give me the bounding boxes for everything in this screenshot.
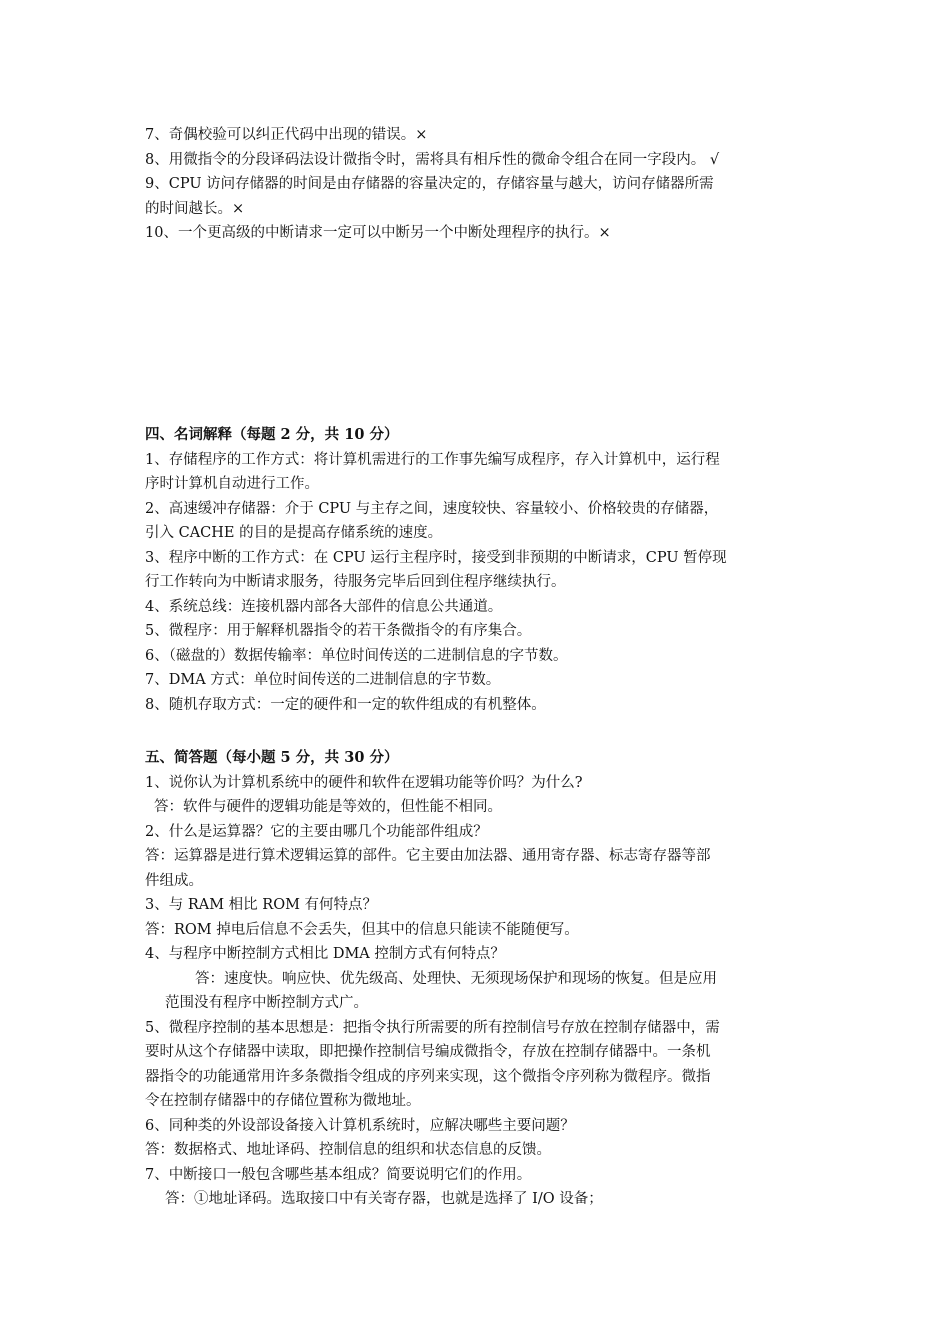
- term-line: 引入 CACHE 的目的是提高存储系统的速度。: [145, 525, 443, 541]
- question-line: 4、与程序中断控制方式相比 DMA 控制方式有何特点？: [145, 946, 505, 962]
- answer-line: 答：①地址译码。选取接口中有关寄存器，也就是选择了 I/O 设备；: [165, 1191, 603, 1207]
- short-answer-heading: 五、简答题（每小题 5 分，共 30 分）: [145, 749, 399, 766]
- question-line: 5、微程序控制的基本思想是：把指令执行所需要的所有控制信号存放在控制存储器中，需: [145, 1019, 720, 1036]
- term-line: 3、程序中断的工作方式：在 CPU 运行主程序时，接受到非预期的中断请求，CPU 暂停现: [145, 549, 727, 566]
- judgement-item-7: 7、奇偶校验可以纠正代码中出现的错误。×: [145, 127, 428, 143]
- term-line: 7、DMA 方式：单位时间传送的二进制信息的字节数。: [145, 672, 501, 688]
- answer-line: 答：数据格式、地址译码、控制信息的组织和状态信息的反馈。: [145, 1142, 551, 1158]
- judgement-item-8: 8、用微指令的分段译码法设计微指令时，需将具有相斥性的微命令组合在同一字段内。 √: [145, 151, 720, 168]
- terms-section: [145, 423, 810, 717]
- judgement-item-9: 9、CPU 访问存储器的时间是由存储器的容量决定的，存储容量与越大，访问存储器所需: [145, 176, 714, 192]
- judgement-item-10: 10、一个更高级的中断请求一定可以中断另一个中断处理程序的执行。×: [145, 225, 611, 241]
- term-line: 8、随机存取方式：一定的硬件和一定的软件组成的有机整体。: [145, 696, 546, 713]
- term-line: 行工作转向为中断请求服务，待服务完毕后回到住程序继续执行。: [145, 574, 566, 590]
- answer-line: 答：运算器是进行算术逻辑运算的部件。它主要由加法器、通用寄存器、标志寄存器等部: [145, 848, 711, 864]
- term-line: 5、微程序：用于解释机器指令的若干条微指令的有序集合。: [145, 623, 532, 639]
- answer-line: 答：速度快。响应快、优先级高、处理快、无须现场保护和现场的恢复。但是应用: [195, 970, 717, 987]
- answer-line: 答：软件与硬件的逻辑功能是等效的，但性能不相同。: [154, 799, 502, 815]
- question-line: 要时从这个存储器中读取，即把操作控制信号编成微指令，存放在控制存储器中。一条机: [145, 1044, 711, 1060]
- term-line: 序时计算机自动进行工作。: [145, 476, 319, 492]
- question-line: 2、什么是运算器？它的主要由哪几个功能部件组成？: [145, 823, 488, 840]
- terms-heading: 四、名词解释（每题 2 分，共 10 分）: [145, 426, 399, 443]
- question-line: 7、中断接口一般包含哪些基本组成？简要说明它们的作用。: [145, 1166, 532, 1183]
- question-line: 3、与 RAM 相比 ROM 有何特点？: [145, 897, 378, 913]
- term-line: 1、存储程序的工作方式：将计算机需进行的工作事先编写成程序，存入计算机中，运行程: [145, 451, 720, 468]
- question-line: 1、说你认为计算机系统中的硬件和软件在逻辑功能等价吗？为什么?: [145, 774, 583, 791]
- judgement-item-9-cont: 的时间越长。×: [145, 200, 245, 217]
- term-line: 6、（磁盘的）数据传输率：单位时间传送的二进制信息的字节数。: [145, 647, 568, 664]
- question-line: 器指令的功能通常用许多条微指令组成的序列来实现，这个微指令序列称为微程序。微指: [145, 1068, 711, 1085]
- answer-line: 答：ROM 掉电后信息不会丢失，但其中的信息只能读不能随便写。: [145, 921, 579, 938]
- short-answer-section: [145, 746, 810, 1212]
- judgement-section: [145, 123, 810, 246]
- answer-line: 范围没有程序中断控制方式广。: [165, 995, 368, 1011]
- answer-line: 件组成。: [145, 872, 203, 889]
- term-line: 2、高速缓冲存储器：介于 CPU 与主存之间，速度较快、容量较小、价格较贵的存储器，: [145, 500, 719, 517]
- question-line: 令在控制存储器中的存储位置称为微地址。: [145, 1093, 421, 1109]
- question-line: 6、同种类的外设部设备接入计算机系统时，应解决哪些主要问题？: [145, 1117, 575, 1134]
- term-line: 4、系统总线：连接机器内部各大部件的信息公共通道。: [145, 598, 503, 615]
